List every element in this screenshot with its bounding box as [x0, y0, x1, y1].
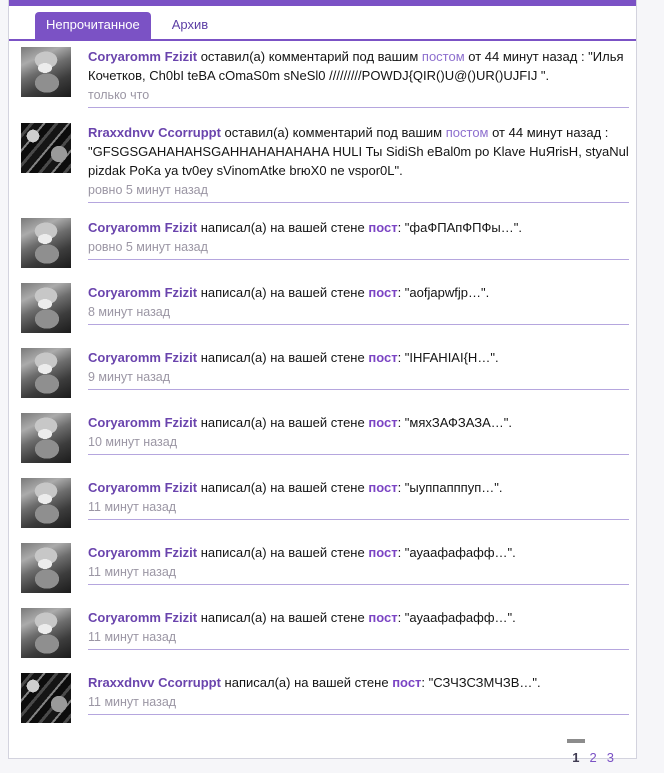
notification-content: [88, 218, 629, 260]
notification-message: [88, 123, 629, 180]
grayscale-anime-portrait[interactable]: [21, 413, 71, 463]
notifications-panel: [8, 0, 637, 765]
user-link[interactable]: Coryaromm Fzizit: [88, 415, 198, 430]
time-label: ровно 5 минут назад: [88, 240, 208, 254]
notification-row: [21, 348, 636, 398]
time-label: 11 минут назад: [88, 500, 177, 514]
action-text: написал(а) на вашей стене: [200, 480, 365, 495]
action-text: написал(а) на вашей стене: [200, 285, 365, 300]
notification-message: [88, 478, 629, 497]
notification-content: [88, 348, 629, 390]
action-text: написал(а) на вашей стене: [200, 610, 365, 625]
notification-content: [88, 47, 629, 108]
pagination-pages: [572, 738, 614, 765]
message-rest: : "СЗЧЗСЗМЧЗВ…".: [421, 675, 541, 690]
notification-message: [88, 608, 629, 627]
notification-message: [88, 673, 629, 692]
notification-row: [21, 673, 636, 723]
user-link[interactable]: Coryaromm Fzizit: [88, 220, 198, 235]
action-text: написал(а) на вашей стене: [200, 545, 365, 560]
time-label: ровно 5 минут назад: [88, 183, 208, 197]
time-label: 9 минут назад: [88, 370, 171, 384]
grayscale-dark-collage[interactable]: [21, 123, 71, 173]
notification-message: [88, 348, 629, 367]
time-label: 8 минут назад: [88, 305, 171, 319]
post-link[interactable]: пост: [392, 675, 422, 690]
notification-list: [9, 41, 636, 723]
post-link[interactable]: пост: [368, 285, 398, 300]
user-link[interactable]: Coryaromm Fzizit: [88, 610, 198, 625]
notification-content: [88, 478, 629, 520]
user-link[interactable]: Rraxxdnvv Ccorruppt: [88, 675, 221, 690]
time-label: только что: [88, 88, 150, 102]
user-link[interactable]: Coryaromm Fzizit: [88, 49, 198, 64]
post-link[interactable]: пост: [368, 350, 398, 365]
action-text: написал(а) на вашей стене: [224, 675, 389, 690]
pagination: [9, 738, 636, 765]
post-link[interactable]: пост: [368, 480, 398, 495]
notification-content: [88, 123, 629, 203]
time-label: 11 минут назад: [88, 630, 177, 644]
notification-row: [21, 413, 636, 463]
action-text: написал(а) на вашей стене: [200, 350, 365, 365]
post-link[interactable]: пост: [368, 415, 398, 430]
message-rest: : "IHFAHIAI{H…".: [397, 350, 499, 365]
grayscale-dark-collage[interactable]: [21, 673, 71, 723]
grayscale-anime-portrait[interactable]: [21, 543, 71, 593]
grayscale-anime-portrait[interactable]: [21, 218, 71, 268]
grayscale-anime-portrait[interactable]: [21, 348, 71, 398]
post-link[interactable]: постом: [445, 125, 489, 140]
pagination-page[interactable]: 3: [606, 750, 614, 765]
post-link[interactable]: пост: [368, 610, 398, 625]
notification-content: [88, 673, 629, 715]
action-text: написал(а) на вашей стене: [200, 415, 365, 430]
notification-content: [88, 543, 629, 585]
action-text: написал(а) на вашей стене: [200, 220, 365, 235]
user-link[interactable]: Coryaromm Fzizit: [88, 285, 198, 300]
notification-row: [21, 608, 636, 658]
tab-archive[interactable]: Архив: [171, 17, 209, 32]
grayscale-anime-portrait[interactable]: [21, 478, 71, 528]
action-text: оставил(а) комментарий под вашим: [200, 49, 419, 64]
grayscale-anime-portrait[interactable]: [21, 47, 71, 97]
grayscale-anime-portrait[interactable]: [21, 608, 71, 658]
user-link[interactable]: Rraxxdnvv Ccorruppt: [88, 125, 221, 140]
message-rest: : "мяхЗАФЗАЗА…".: [397, 415, 512, 430]
notification-content: [88, 608, 629, 650]
notification-message: [88, 283, 629, 302]
notification-row: [21, 218, 636, 268]
notification-content: [88, 283, 629, 325]
message-rest: : "ауаафафафф…".: [397, 610, 516, 625]
message-rest: от 44 минут назад : "Илья Кочетков, Ch0bI teBA cOmaS0m sNeSl0 /////////POWDJ{QIR()U@()UR()UJFIJ ".: [88, 49, 624, 83]
user-link[interactable]: Coryaromm Fzizit: [88, 480, 198, 495]
post-link[interactable]: пост: [368, 220, 398, 235]
time-label: 11 минут назад: [88, 565, 177, 579]
notification-content: [88, 413, 629, 455]
notification-message: [88, 413, 629, 432]
notification-row: [21, 47, 636, 108]
notification-message: [88, 47, 629, 85]
message-rest: от 44 минут назад : "GFSGSGAHAHAHSGAHHAHAHAHAHA HULI Ты SidiSh eBal0m po Klave HuЯrisH, styaNul pizdak PoKa ya tv0ey sVinomAtke brюX0 ne vspor0L".: [88, 125, 629, 178]
tab-unread[interactable]: Непрочитанное: [35, 12, 151, 39]
action-text: оставил(а) комментарий под вашим: [224, 125, 443, 140]
notification-row: [21, 543, 636, 593]
notification-row: [21, 283, 636, 333]
pagination-page[interactable]: 2: [589, 750, 597, 765]
message-rest: : "ауаафафафф…".: [397, 545, 516, 560]
notification-row: [21, 123, 636, 203]
notification-message: [88, 218, 629, 237]
notification-message: [88, 543, 629, 562]
message-rest: : "aofjapwfjp…".: [397, 285, 490, 300]
time-label: 10 минут назад: [88, 435, 177, 449]
time-label: 11 минут назад: [88, 695, 177, 709]
tab-bar: [9, 6, 636, 41]
message-rest: : "ыуппапппуп…".: [397, 480, 503, 495]
pagination-page-current[interactable]: 1: [572, 750, 580, 765]
user-link[interactable]: Coryaromm Fzizit: [88, 545, 198, 560]
grayscale-anime-portrait[interactable]: [21, 283, 71, 333]
post-link[interactable]: постом: [421, 49, 465, 64]
notification-row: [21, 478, 636, 528]
user-link[interactable]: Coryaromm Fzizit: [88, 350, 198, 365]
post-link[interactable]: пост: [368, 545, 398, 560]
message-rest: : "фаФПАпФПФы…".: [397, 220, 522, 235]
